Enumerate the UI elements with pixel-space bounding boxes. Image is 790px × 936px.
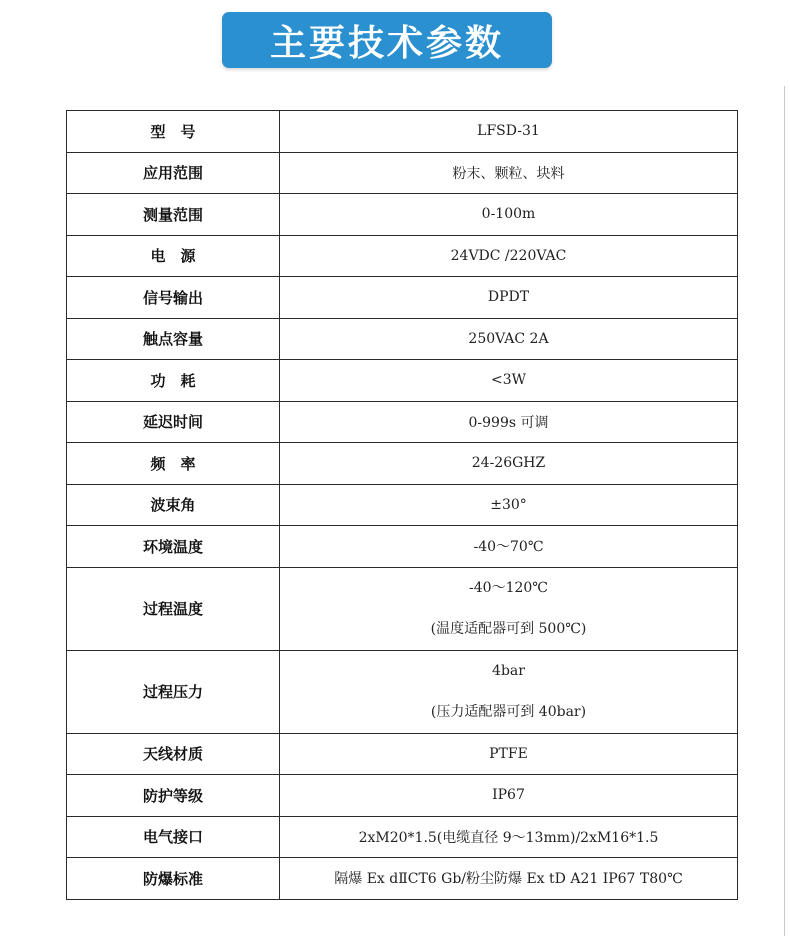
spec-value: 粉末、颗粒、块料 xyxy=(280,152,738,194)
spec-value: LFSD-31 xyxy=(280,111,738,153)
spec-value: -40～70℃ xyxy=(280,526,738,568)
spec-value: ±30° xyxy=(280,484,738,526)
divider xyxy=(784,86,785,936)
spec-label: 频 率 xyxy=(67,443,280,485)
table-row xyxy=(67,567,738,650)
spec-label: 过程压力 xyxy=(67,650,280,733)
spec-note: (温度适配器可到 500℃) xyxy=(430,620,587,637)
table-row xyxy=(67,858,738,900)
table-row xyxy=(67,277,738,319)
table-row xyxy=(67,650,738,733)
spec-label: 型 号 xyxy=(67,111,280,153)
spec-label: 应用范围 xyxy=(67,152,280,194)
spec-value: DPDT xyxy=(280,277,738,319)
spec-value: 4bar xyxy=(492,662,525,679)
table-row xyxy=(67,733,738,775)
spec-value-cell xyxy=(280,567,738,650)
spec-label: 触点容量 xyxy=(67,318,280,360)
spec-value-cell xyxy=(280,650,738,733)
spec-label: 天线材质 xyxy=(67,733,280,775)
spec-value: 24-26GHZ xyxy=(280,443,738,485)
spec-label: 过程温度 xyxy=(67,567,280,650)
spec-label: 波束角 xyxy=(67,484,280,526)
table-row xyxy=(67,194,738,236)
spec-label: 延迟时间 xyxy=(67,401,280,443)
table-row xyxy=(67,443,738,485)
table-row xyxy=(67,484,738,526)
table-row xyxy=(67,816,738,858)
table-row xyxy=(67,111,738,153)
table-row xyxy=(67,775,738,817)
spec-label: 功 耗 xyxy=(67,360,280,402)
spec-value: 0-100m xyxy=(280,194,738,236)
table-row xyxy=(67,401,738,443)
table-row xyxy=(67,152,738,194)
spec-value: 0-999s 可调 xyxy=(280,401,738,443)
spec-value: 隔爆 Ex dⅡCT6 Gb/粉尘防爆 Ex tD A21 IP67 T80℃ xyxy=(280,858,738,900)
table-row xyxy=(67,360,738,402)
spec-label: 测量范围 xyxy=(67,194,280,236)
spec-label: 防护等级 xyxy=(67,775,280,817)
spec-label: 防爆标准 xyxy=(67,858,280,900)
table-row xyxy=(67,235,738,277)
spec-label: 信号输出 xyxy=(67,277,280,319)
page-title: 主要技术参数 xyxy=(269,22,504,64)
title-banner xyxy=(222,12,552,68)
spec-value: <3W xyxy=(280,360,738,402)
spec-value: 24VDC /220VAC xyxy=(280,235,738,277)
table-row xyxy=(67,318,738,360)
table-row xyxy=(67,526,738,568)
spec-value: PTFE xyxy=(280,733,738,775)
spec-value: 2xM20*1.5(电缆直径 9～13mm)/2xM16*1.5 xyxy=(280,816,738,858)
spec-value: IP67 xyxy=(280,775,738,817)
spec-label: 电气接口 xyxy=(67,816,280,858)
spec-value: 250VAC 2A xyxy=(280,318,738,360)
spec-label: 电 源 xyxy=(67,235,280,277)
spec-table xyxy=(66,110,738,900)
spec-value: -40～120℃ xyxy=(469,579,548,596)
spec-label: 环境温度 xyxy=(67,526,280,568)
spec-note: (压力适配器可到 40bar) xyxy=(430,703,587,720)
